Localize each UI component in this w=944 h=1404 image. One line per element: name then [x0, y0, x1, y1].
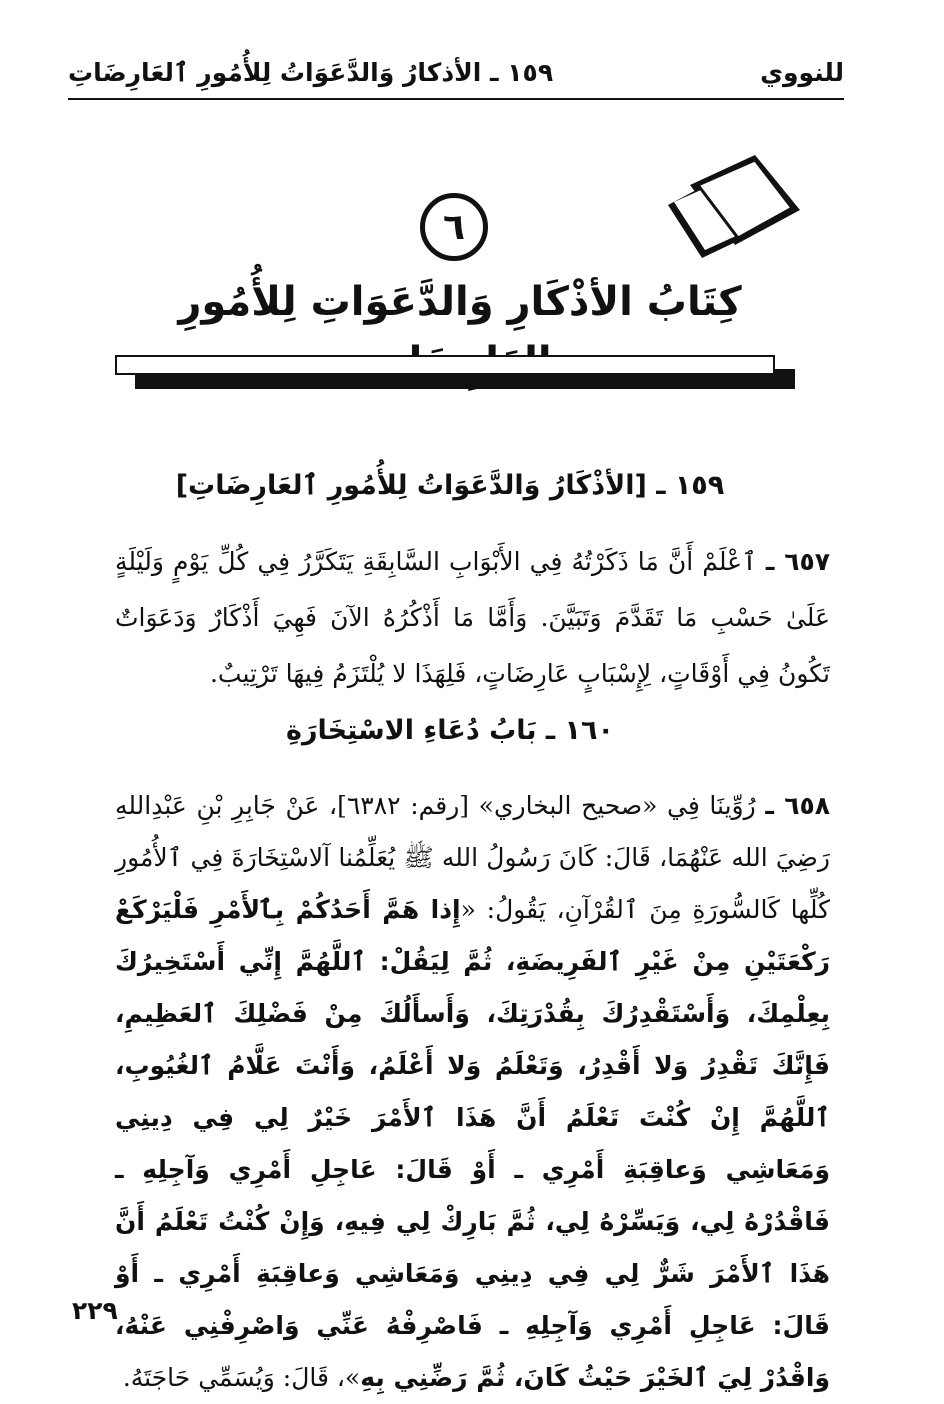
hadith-text: إِذا هَمَّ أَحَدُكُمْ بِٱلأَمْرِ فَلْيَرْكَعْ رَكْعَتَيْنِ مِنْ غَيْرِ ٱلفَرِيضَةِ، ثُمَّ لِيَقُلْ: ٱللَّهُمَّ إِنِّي أَسْتَخِيرُكَ بِعِلْمِكَ، وَأَسْتَقْدِرُكَ بِقُدْرَتِكَ، وَأَسأَلُكَ مِنْ فَضْلِكَ ٱلعَظِيمِ، فَإِنَّكَ تَقْدِرُ وَلا أَقْدِرُ، وَتَعْلَمُ وَلا أَعْلَمُ، وَأَنْتَ عَلَّامُ ٱلغُيُوبِ، ٱللَّهُمَّ إِنْ كُنْتَ تَعْلَمُ أَنَّ هَذَا ٱلأَمْرَ خَيْرٌ لِي فِي دِينِي وَمَعَاشِي وَعاقِبَةِ أَمْرِي ـ أَوْ قَالَ: عَاجِلِ أَمْرِي وَآجِلِهِ ـ فَاقْدُرْهُ لِي، وَيَسِّرْهُ لِي، ثُمَّ بَارِكْ لِي فِيهِ، وَإِنْ كُنْتُ تَعْلَمُ أَنَّ هَذَا ٱلأَمْرَ شَرٌّ لِي فِي دِينِي وَمَعَاشِي وَعاقِبَةِ أَمْرِي ـ أَوْ قَالَ: عَاجِلِ أَمْرِي وَآجِلِهِ ـ فَاصْرِفْهُ عَنِّي وَاصْرِفْنِي عَنْهُ، وَاقْدُرْ لِيَ ٱلخَيْرَ حَيْثُ كَانَ، ثُمَّ رَضِّنِي بِهِ	[115, 895, 830, 1392]
chapter-title: كِتَابُ الأذْكَارِ وَالدَّعَوَاتِ لِلأُمُورِ	[178, 279, 742, 325]
paragraph-658	[115, 780, 830, 1404]
section-heading-159: ١٥٩ ـ [الأذْكَارُ وَالدَّعَوَاتُ لِلأُمُورِ ٱلعَارِضَاتِ]	[175, 470, 725, 501]
paragraph-text: ٱعْلَمْ أَنَّ مَا ذَكَرْتُهُ فِي الأَبْوَابِ السَّابِقَةِ يَتَكَرَّرُ فِي كُلِّ يَوْمٍ وَلَيْلَةٍ عَلَىٰ حَسْبِ مَا تَقَدَّمَ وَتَبَيَّنَ. وَأَمَّا مَا أَذْكُرُهُ الآنَ فَهِيَ أَذْكَارٌ وَدَعَوَاتٌ تَكُونُ فِي أَوْقَاتٍ، لِإِسْبَابٍ عَارِضَاتٍ، فَلِهَذَا لا يُلْتَزَمُ فِيهَا تَرْتِيبٌ.	[115, 547, 831, 688]
running-header	[68, 52, 844, 100]
chapter-number: ٦	[420, 193, 488, 261]
title-bar-box	[115, 355, 775, 375]
paragraph-number: ٦٥٨ ـ	[765, 791, 831, 820]
title-underline-bar	[115, 355, 795, 389]
section-heading-160: ١٦٠ ـ بَابُ دُعَاءِ الاسْتِخَارَةِ	[286, 715, 614, 746]
paragraph-intro: رُوِّينَا فِي «صحيح البخاري» [رقم: ٦٣٨٢]، عَنْ جَابِرِ بْنِ عَبْدِاللهِ رَضِيَ الله عَنْهُمَا، قَالَ: كَانَ رَسُولُ الله ﷺ يُعَلِّمُنا آلاسْتِخَارَةَ فِي ٱلأُمُورِ كُلِّها كَالسُّورَةِ مِنَ ٱلقُرْآنِ، يَقُولُ: «	[115, 791, 831, 924]
page-number: ٢٢٩	[72, 1296, 118, 1325]
paragraph-outro: »، قَالَ: وَيُسَمِّي حَاجَتَهُ.	[122, 1363, 361, 1392]
decorative-squares-icon	[660, 150, 820, 270]
header-author: للنووي	[760, 58, 844, 87]
paragraph-657	[115, 534, 830, 702]
paragraph-number: ٦٥٧ ـ	[765, 547, 831, 576]
header-title: ١٥٩ ـ الأذكارُ وَالدَّعَوَاتُ لِلأُمُورِ ٱلعَارِضَاتِ	[68, 58, 554, 87]
header-rule	[68, 98, 844, 100]
